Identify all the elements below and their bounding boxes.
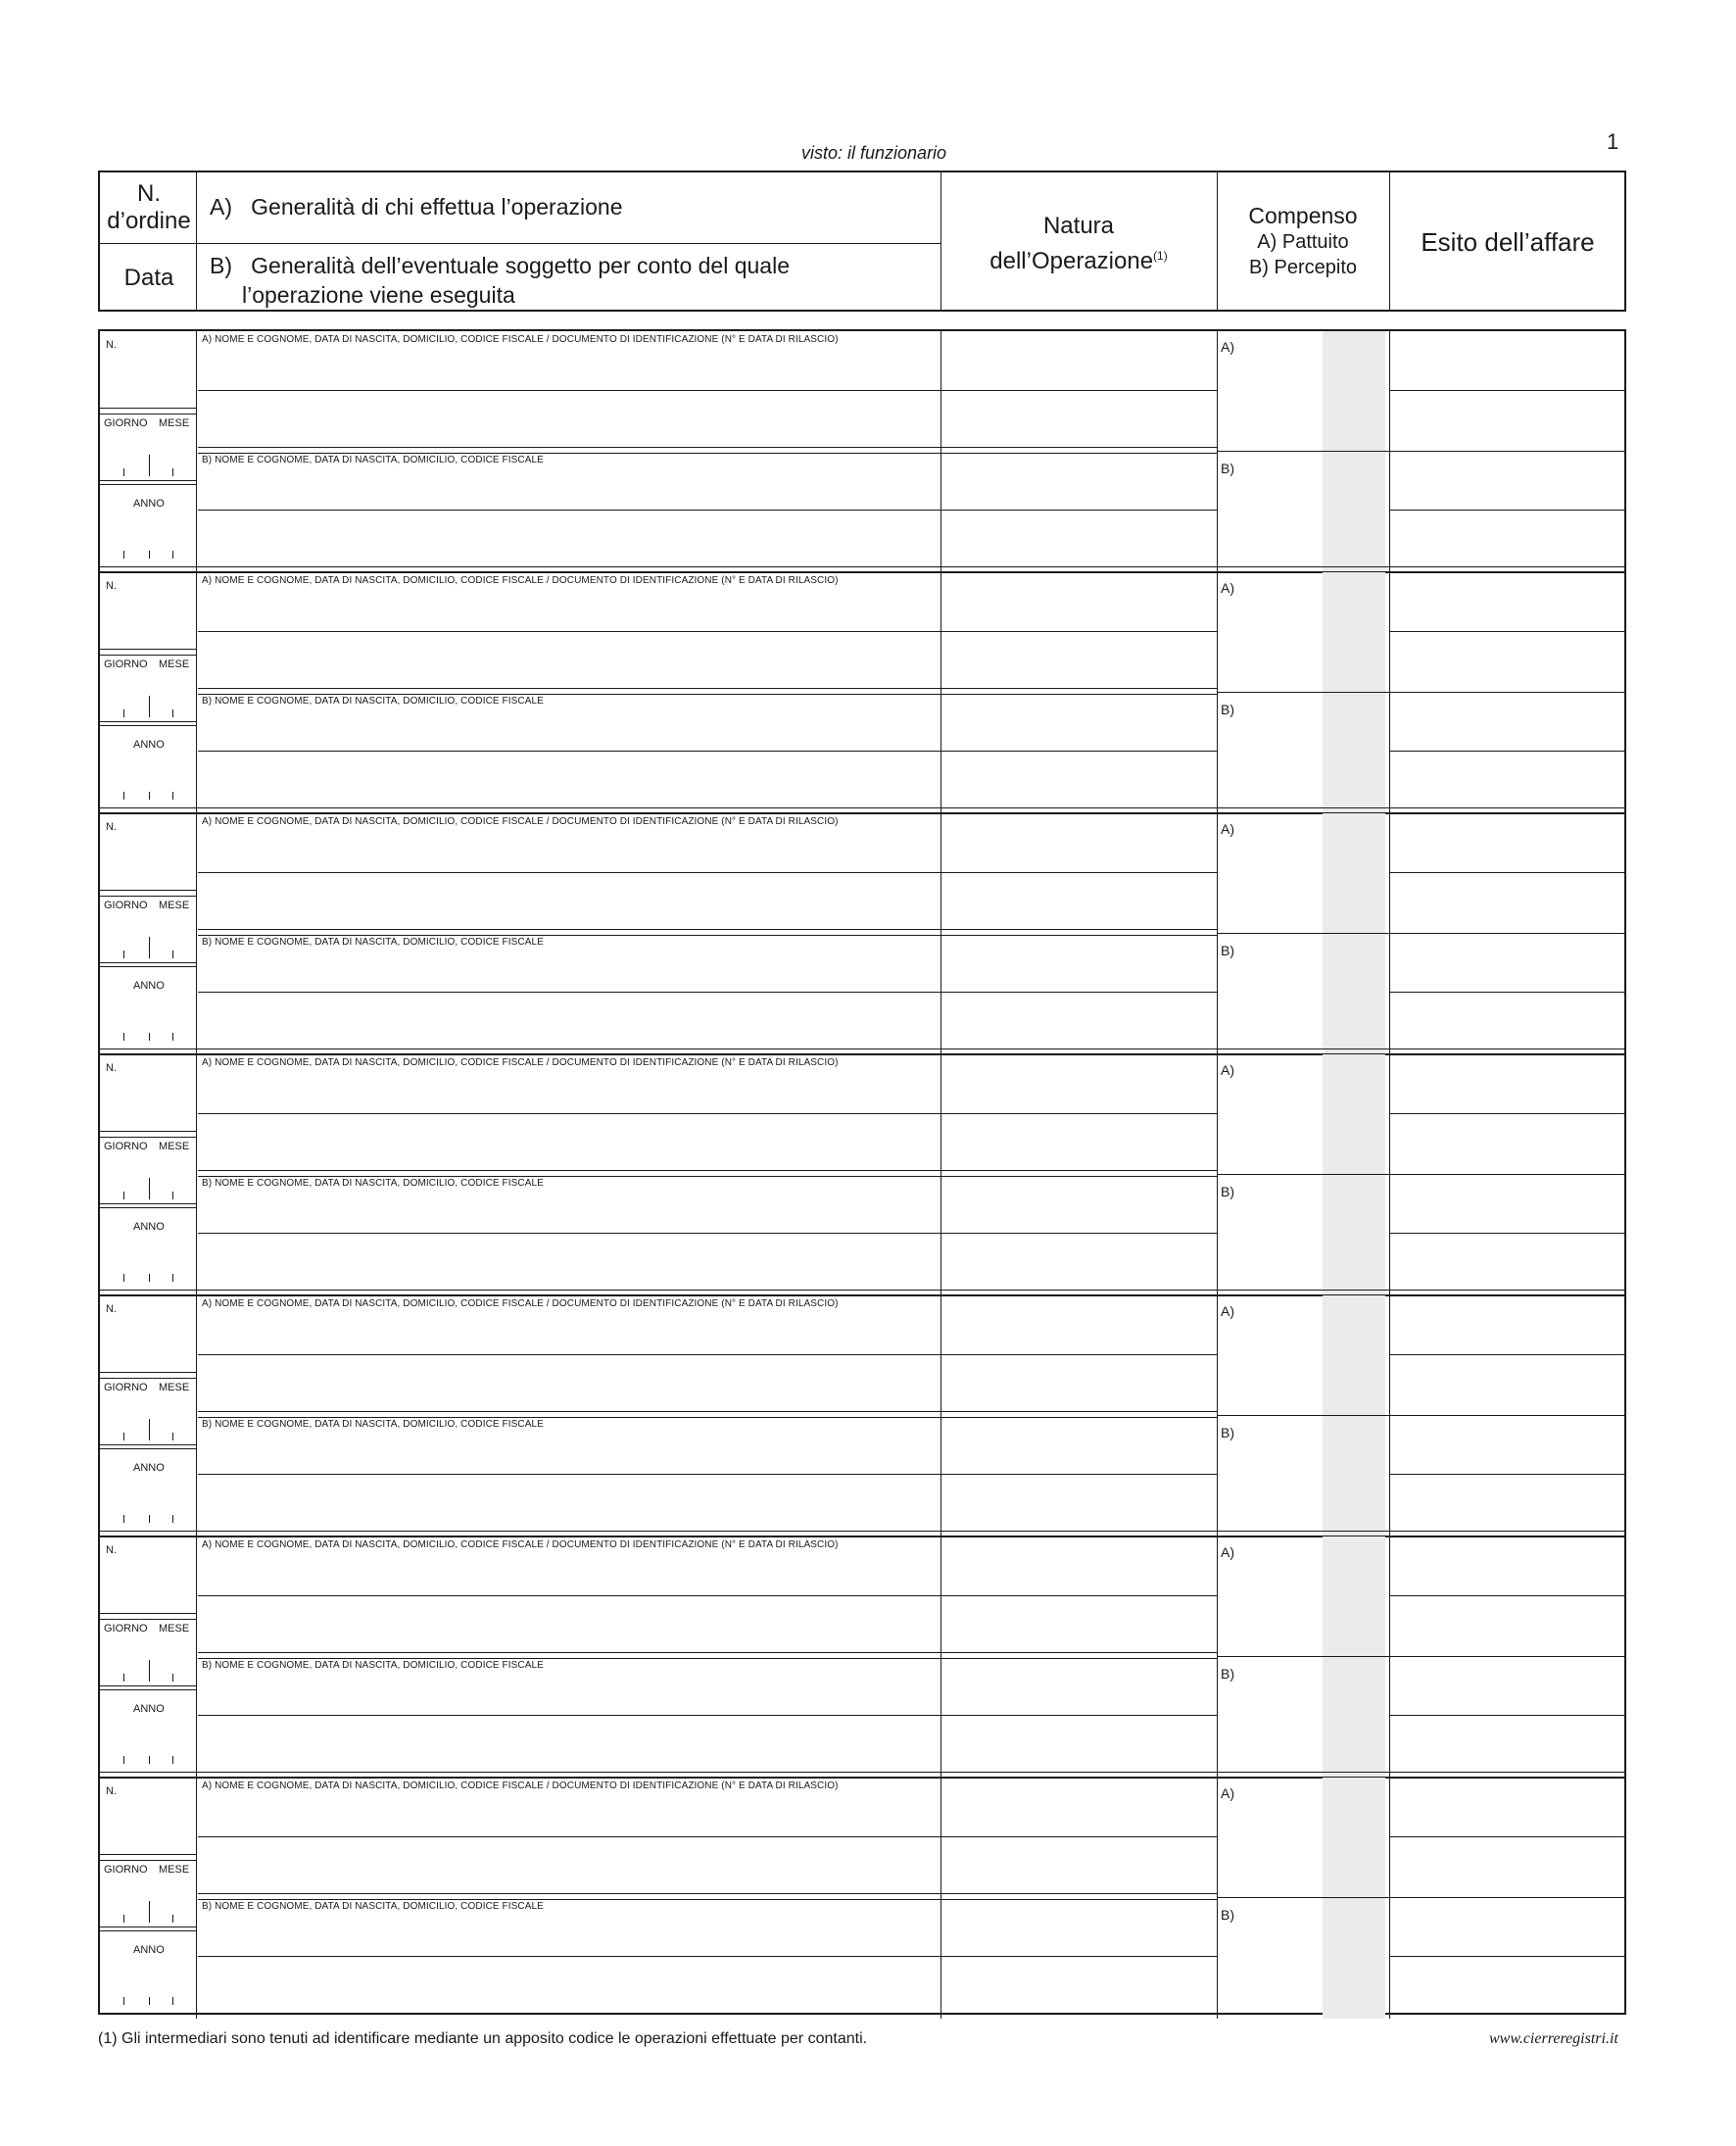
date-line [100, 1860, 196, 1861]
entry-line [198, 1354, 940, 1355]
entry-a-fields: A) NOME E COGNOME, DATA DI NASCITA, DOMICILIO, CODICE FISCALE / DOCUMENTO DI IDENTIFICAZIONE (N° E DATA DI RILASCIO) [202, 816, 839, 827]
entry-divider [1389, 1054, 1390, 1295]
date-line [100, 1137, 196, 1138]
entry-divider [940, 1778, 941, 2019]
entry-line [198, 694, 1217, 695]
entry-anno-label: ANNO [133, 1944, 165, 1956]
entry-line [940, 1354, 1217, 1355]
entry-line [198, 1170, 1217, 1171]
date-line [100, 1378, 196, 1379]
entry-b-fields: B) NOME E COGNOME, DATA DI NASCITA, DOMICILIO, CODICE FISCALE [202, 1660, 544, 1671]
entry-mese-label: MESE [159, 1623, 190, 1634]
header-compenso [1217, 172, 1389, 312]
register-entry [100, 572, 1624, 813]
date-tick [172, 1192, 173, 1199]
register-entry [100, 1295, 1624, 1536]
date-line [100, 655, 196, 656]
entry-anno-label: ANNO [133, 1221, 165, 1233]
entry-line [940, 1956, 1217, 1957]
date-line [100, 1444, 196, 1445]
entry-line [198, 510, 940, 511]
entry-compenso-a: A) [1221, 339, 1234, 355]
entry-line [1389, 390, 1624, 391]
date-line [100, 649, 196, 650]
entry-line [1389, 872, 1624, 873]
compenso-shade [1323, 1295, 1385, 1536]
date-tick [149, 1033, 150, 1041]
entry-anno-label: ANNO [133, 739, 165, 751]
entry-line [198, 390, 940, 391]
entry-separator [100, 1290, 1624, 1291]
date-line [100, 1619, 196, 1620]
entry-n-label: N. [106, 1062, 117, 1074]
entry-line [940, 1113, 1217, 1114]
entry-compenso-a: A) [1221, 1544, 1234, 1560]
entry-divider [1389, 1536, 1390, 1778]
header-n-label: N. [137, 180, 161, 207]
entry-n-label: N. [106, 580, 117, 592]
date-line [100, 414, 196, 415]
date-tick [149, 1515, 150, 1523]
date-tick [123, 1433, 124, 1440]
date-tick [123, 951, 124, 958]
entry-line [1389, 1233, 1624, 1234]
entry-line [198, 1893, 1217, 1894]
entry-line [940, 872, 1217, 873]
entry-line [198, 929, 1217, 930]
date-tick [123, 792, 124, 800]
date-tick [149, 551, 150, 559]
entry-line [198, 1233, 940, 1234]
entry-divider [1389, 813, 1390, 1054]
date-tick [172, 1515, 173, 1523]
date-tick [172, 1997, 173, 2005]
header-data: Data [123, 265, 174, 291]
date-tick [123, 551, 124, 559]
entry-line [198, 1899, 1217, 1900]
entry-line [940, 751, 1217, 752]
entry-divider [1389, 572, 1390, 813]
date-tick [172, 1915, 173, 1923]
entry-a-fields: A) NOME E COGNOME, DATA DI NASCITA, DOMICILIO, CODICE FISCALE / DOCUMENTO DI IDENTIFICAZIONE (N° E DATA DI RILASCIO) [202, 334, 839, 345]
entry-line [198, 1715, 940, 1716]
entry-compenso-b: B) [1221, 461, 1234, 476]
entry-line [1389, 933, 1624, 934]
date-line [100, 408, 196, 409]
entry-giorno-label: GIORNO [104, 1623, 148, 1634]
entry-separator [100, 1772, 1624, 1773]
date-tick [149, 455, 150, 476]
entry-line [198, 1176, 1217, 1177]
entry-separator [100, 807, 1624, 808]
entry-divider [196, 813, 197, 1054]
register-entry [100, 1536, 1624, 1778]
header-a-label: A) [210, 194, 232, 219]
entry-anno-label: ANNO [133, 1462, 165, 1474]
header-compenso-title: Compenso [1248, 203, 1358, 228]
date-line [100, 962, 196, 963]
date-tick [123, 1674, 124, 1682]
entry-line [1389, 992, 1624, 993]
header-esito-affare: Esito dell’affare [1421, 227, 1595, 257]
date-line [100, 480, 196, 481]
date-line [100, 1372, 196, 1373]
entry-line [198, 631, 940, 632]
date-tick [172, 1674, 173, 1682]
date-tick [149, 1901, 150, 1923]
entry-b-fields: B) NOME E COGNOME, DATA DI NASCITA, DOMICILIO, CODICE FISCALE [202, 937, 544, 948]
register-entry [100, 813, 1624, 1054]
entry-divider [1389, 331, 1390, 572]
entry-line [1389, 692, 1624, 693]
date-tick [172, 1433, 173, 1440]
date-tick [172, 1274, 173, 1282]
entry-compenso-a: A) [1221, 1785, 1234, 1801]
entry-mese-label: MESE [159, 1141, 190, 1152]
entry-a-fields: A) NOME E COGNOME, DATA DI NASCITA, DOMICILIO, CODICE FISCALE / DOCUMENTO DI IDENTIFICAZIONE (N° E DATA DI RILASCIO) [202, 1298, 839, 1309]
entry-line [1389, 1415, 1624, 1416]
compenso-shade [1323, 572, 1385, 813]
entry-a-fields: A) NOME E COGNOME, DATA DI NASCITA, DOMICILIO, CODICE FISCALE / DOCUMENTO DI IDENTIFICAZIONE (N° E DATA DI RILASCIO) [202, 1057, 839, 1068]
date-line [100, 1613, 196, 1614]
date-tick [172, 468, 173, 476]
header-natura-operazione [940, 172, 1217, 312]
date-line [100, 725, 196, 726]
date-tick [172, 709, 173, 717]
entry-line [198, 1411, 1217, 1412]
entry-line [198, 872, 940, 873]
header-natura-line2: dell’Operazione [989, 248, 1154, 274]
entry-mese-label: MESE [159, 1382, 190, 1393]
date-tick [149, 1419, 150, 1440]
entry-mese-label: MESE [159, 658, 190, 670]
header-natura-line1: Natura [1042, 213, 1115, 239]
entry-compenso-b: B) [1221, 1666, 1234, 1682]
entry-line [940, 1474, 1217, 1475]
entry-n-label: N. [106, 821, 117, 833]
date-tick [172, 1756, 173, 1764]
date-line [100, 966, 196, 967]
entry-divider [940, 813, 941, 1054]
register-entry [100, 331, 1624, 572]
header-a-text: Generalità di chi effettua l’operazione [251, 194, 623, 219]
date-line [100, 721, 196, 722]
header-table [98, 171, 1626, 312]
entry-separator [100, 566, 1624, 567]
date-tick [123, 1915, 124, 1923]
header-generalita-a [210, 194, 623, 220]
entry-giorno-label: GIORNO [104, 1141, 148, 1152]
entry-divider [940, 331, 941, 572]
page-number: 1 [1607, 129, 1619, 154]
entry-a-fields: A) NOME E COGNOME, DATA DI NASCITA, DOMICILIO, CODICE FISCALE / DOCUMENTO DI IDENTIFICAZIONE (N° E DATA DI RILASCIO) [202, 1539, 839, 1550]
date-tick [123, 1515, 124, 1523]
entry-line [1389, 1113, 1624, 1114]
entry-n-label: N. [106, 1785, 117, 1797]
entry-divider [940, 1295, 941, 1536]
entry-line [1389, 1836, 1624, 1837]
compenso-shade [1323, 813, 1385, 1054]
date-line [100, 896, 196, 897]
header-pattuito: A) Pattuito [1257, 231, 1349, 253]
entry-line [1217, 933, 1389, 934]
entry-line [1389, 1354, 1624, 1355]
entry-line [1389, 631, 1624, 632]
compenso-shade [1323, 1536, 1385, 1778]
entry-giorno-label: GIORNO [104, 1382, 148, 1393]
visto-funzionario: visto: il funzionario [801, 143, 947, 163]
entry-compenso-a: A) [1221, 580, 1234, 596]
entry-compenso-b: B) [1221, 1184, 1234, 1199]
entry-b-fields: B) NOME E COGNOME, DATA DI NASCITA, DOMICILIO, CODICE FISCALE [202, 1178, 544, 1189]
date-tick [123, 1192, 124, 1199]
date-line [100, 1131, 196, 1132]
entry-divider [1217, 1295, 1218, 1536]
entry-line [198, 1658, 1217, 1659]
entry-line [940, 1233, 1217, 1234]
entry-line [1389, 1956, 1624, 1957]
entry-line [198, 453, 1217, 454]
entry-line [198, 935, 1217, 936]
entry-compenso-a: A) [1221, 821, 1234, 837]
entry-divider [1389, 1295, 1390, 1536]
register-entry [100, 1778, 1624, 2019]
entry-divider [1389, 1778, 1390, 2019]
compenso-shade [1323, 331, 1385, 572]
entry-anno-label: ANNO [133, 980, 165, 992]
date-line [100, 1448, 196, 1449]
entry-b-fields: B) NOME E COGNOME, DATA DI NASCITA, DOMICILIO, CODICE FISCALE [202, 455, 544, 465]
compenso-shade [1323, 1054, 1385, 1295]
date-tick [123, 709, 124, 717]
entry-mese-label: MESE [159, 417, 190, 429]
entry-divider [1217, 572, 1218, 813]
date-tick [149, 1274, 150, 1282]
date-tick [172, 1033, 173, 1041]
entry-mese-label: MESE [159, 1864, 190, 1876]
compenso-shade [1323, 1778, 1385, 2019]
entry-divider [940, 1536, 941, 1778]
date-line [100, 1854, 196, 1855]
date-tick [172, 951, 173, 958]
date-tick [123, 1756, 124, 1764]
header-generalita-b [210, 251, 790, 310]
entry-line [940, 1715, 1217, 1716]
entry-line [940, 1595, 1217, 1596]
entry-divider [1217, 1054, 1218, 1295]
entry-line [1217, 1174, 1389, 1175]
date-line [100, 1685, 196, 1686]
entry-line [198, 1836, 940, 1837]
entry-line [198, 1474, 940, 1475]
date-tick [172, 551, 173, 559]
date-tick [149, 1756, 150, 1764]
entry-line [1217, 1897, 1389, 1898]
date-line [100, 484, 196, 485]
date-tick [149, 937, 150, 958]
entry-line [1389, 1595, 1624, 1596]
entry-compenso-b: B) [1221, 1907, 1234, 1923]
entry-a-fields: A) NOME E COGNOME, DATA DI NASCITA, DOMICILIO, CODICE FISCALE / DOCUMENTO DI IDENTIFICAZIONE (N° E DATA DI RILASCIO) [202, 575, 839, 586]
date-tick [149, 1178, 150, 1199]
entry-n-label: N. [106, 1544, 117, 1556]
entry-line [198, 447, 1217, 448]
entry-line [1217, 451, 1389, 452]
date-line [100, 890, 196, 891]
entry-line [198, 1417, 1217, 1418]
entry-line [1389, 1897, 1624, 1898]
entry-line [1389, 1656, 1624, 1657]
entry-giorno-label: GIORNO [104, 1864, 148, 1876]
date-tick [172, 792, 173, 800]
entry-divider [1217, 1536, 1218, 1778]
entry-compenso-a: A) [1221, 1062, 1234, 1078]
header-ordine-label: d’ordine [107, 208, 191, 234]
entry-line [1217, 1415, 1389, 1416]
date-tick [149, 792, 150, 800]
date-tick [149, 1660, 150, 1682]
entry-line [1389, 1715, 1624, 1716]
register-entry [100, 1054, 1624, 1295]
entry-n-label: N. [106, 339, 117, 351]
entry-divider [196, 331, 197, 572]
entry-giorno-label: GIORNO [104, 417, 148, 429]
header-b-text-line2: l’operazione viene eseguita [242, 282, 515, 308]
entry-separator [100, 1531, 1624, 1532]
entry-divider [1217, 813, 1218, 1054]
date-line [100, 1207, 196, 1208]
date-tick [149, 1997, 150, 2005]
entry-divider [1217, 331, 1218, 572]
entry-divider [196, 1295, 197, 1536]
entry-b-fields: B) NOME E COGNOME, DATA DI NASCITA, DOMICILIO, CODICE FISCALE [202, 696, 544, 707]
entry-line [1389, 1474, 1624, 1475]
entry-anno-label: ANNO [133, 1703, 165, 1715]
entry-divider [1217, 1778, 1218, 2019]
entry-mese-label: MESE [159, 900, 190, 911]
header-percepito: B) Percepito [1248, 257, 1358, 278]
entry-a-fields: A) NOME E COGNOME, DATA DI NASCITA, DOMICILIO, CODICE FISCALE / DOCUMENTO DI IDENTIFICAZIONE (N° E DATA DI RILASCIO) [202, 1780, 839, 1791]
entry-line [198, 751, 940, 752]
date-line [100, 1930, 196, 1931]
entry-line [1217, 1656, 1389, 1657]
entries-table [98, 329, 1626, 2015]
entry-line [198, 1113, 940, 1114]
entry-divider [196, 1536, 197, 1778]
entry-line [940, 390, 1217, 391]
entry-line [1217, 692, 1389, 693]
header-n-ordine [100, 172, 198, 245]
entry-n-label: N. [106, 1303, 117, 1315]
entry-b-fields: B) NOME E COGNOME, DATA DI NASCITA, DOMICILIO, CODICE FISCALE [202, 1901, 544, 1912]
date-tick [123, 1274, 124, 1282]
entry-divider [940, 1054, 941, 1295]
entry-line [1389, 751, 1624, 752]
entry-divider [196, 1778, 197, 2019]
entry-divider [940, 572, 941, 813]
footnote: (1) Gli intermediari sono tenuti ad identificare mediante un apposito codice le operazioni effettuate per contanti. [98, 2030, 868, 2047]
header-b-label: B) [210, 253, 232, 278]
entry-line [198, 1595, 940, 1596]
entry-compenso-b: B) [1221, 1425, 1234, 1440]
date-line [100, 1203, 196, 1204]
date-line [100, 1689, 196, 1690]
entry-line [1389, 451, 1624, 452]
entry-line [940, 510, 1217, 511]
entry-line [940, 1836, 1217, 1837]
date-tick [149, 696, 150, 717]
entry-line [198, 688, 1217, 689]
entry-compenso-b: B) [1221, 943, 1234, 958]
entry-giorno-label: GIORNO [104, 900, 148, 911]
entry-line [1389, 510, 1624, 511]
entry-line [198, 992, 940, 993]
date-tick [123, 1033, 124, 1041]
entry-divider [196, 1054, 197, 1295]
entry-line [198, 1956, 940, 1957]
entry-compenso-a: A) [1221, 1303, 1234, 1319]
entry-compenso-b: B) [1221, 702, 1234, 717]
entry-line [198, 1652, 1217, 1653]
entry-line [940, 992, 1217, 993]
header-natura-note: (1) [1153, 249, 1168, 263]
entry-giorno-label: GIORNO [104, 658, 148, 670]
date-tick [123, 1997, 124, 2005]
entry-anno-label: ANNO [133, 498, 165, 510]
entry-line [940, 631, 1217, 632]
website: www.cierreregistri.it [1489, 2030, 1618, 2047]
header-b-text-line1: Generalità dell’eventuale soggetto per conto del quale [251, 253, 791, 278]
entry-line [1389, 1174, 1624, 1175]
header-divider [100, 243, 940, 244]
entry-divider [196, 572, 197, 813]
entry-b-fields: B) NOME E COGNOME, DATA DI NASCITA, DOMICILIO, CODICE FISCALE [202, 1419, 544, 1430]
date-tick [123, 468, 124, 476]
